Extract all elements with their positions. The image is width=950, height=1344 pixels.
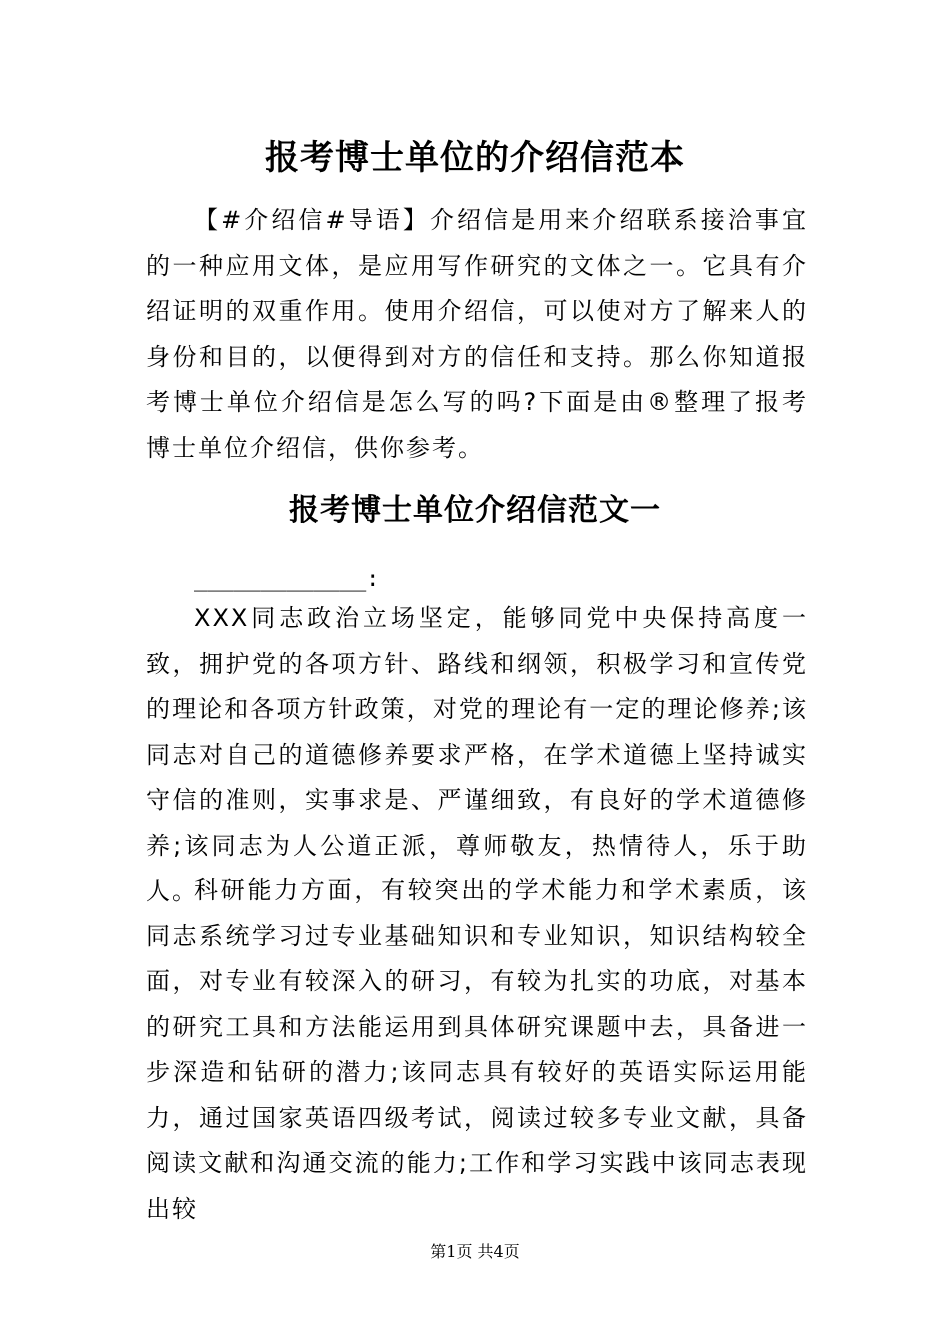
section-title: 报考博士单位介绍信范文一 <box>289 493 661 528</box>
intro-paragraph: 【#介绍信#导语】介绍信是用来介绍联系接洽事宜的一种应用文体，是应用写作研究的文体之一。它具有介绍证明的双重作用。使用介绍信，可以使对方了解来人的身份和目的，以便得到对方的信任和支持。那么你知道报考博士单位介绍信是怎么写的吗?下面是由®整理了报考博士单位介绍信，供你参考。 <box>146 206 808 462</box>
body-paragraph-1: XXX同志政治立场坚定，能够同党中央保持高度一致，拥护党的各项方针、路线和纲领，积极学习和宣传党的理论和各项方针政策，对党的理论有一定的理论修养;该同志对自己的道德修养要求严格，在学术道德上坚持诚实守信的准则，实事求是、严谨细致，有良好的学术道德修养;该同志为人公道正派，尊师敬友，热情待人，乐于助人。 <box>146 604 808 905</box>
document-title: 报考博士单位的介绍信范本 <box>265 138 685 178</box>
body-paragraph-2: 科研能力方面，有较突出的学术能力和学术素质，该同志系统学习过专业基础知识和专业知识，知识结构较全面，对专业有较深入的研习，有较为扎实的功底，对基本的研究工具和方法能运用到具体研究课题中去，具备进一步深造和钻研的潜力;该同志具有较好的英语实际运用能力，通过国家英语四级考试，阅读过较多专业文献，具备阅读文献和沟通交流的能力;工作和学习实践中该同志表现出较 <box>146 876 808 1223</box>
salutation-line: _____________: <box>194 567 380 592</box>
page-number-footer: 第1页 共4页 <box>430 1242 520 1261</box>
